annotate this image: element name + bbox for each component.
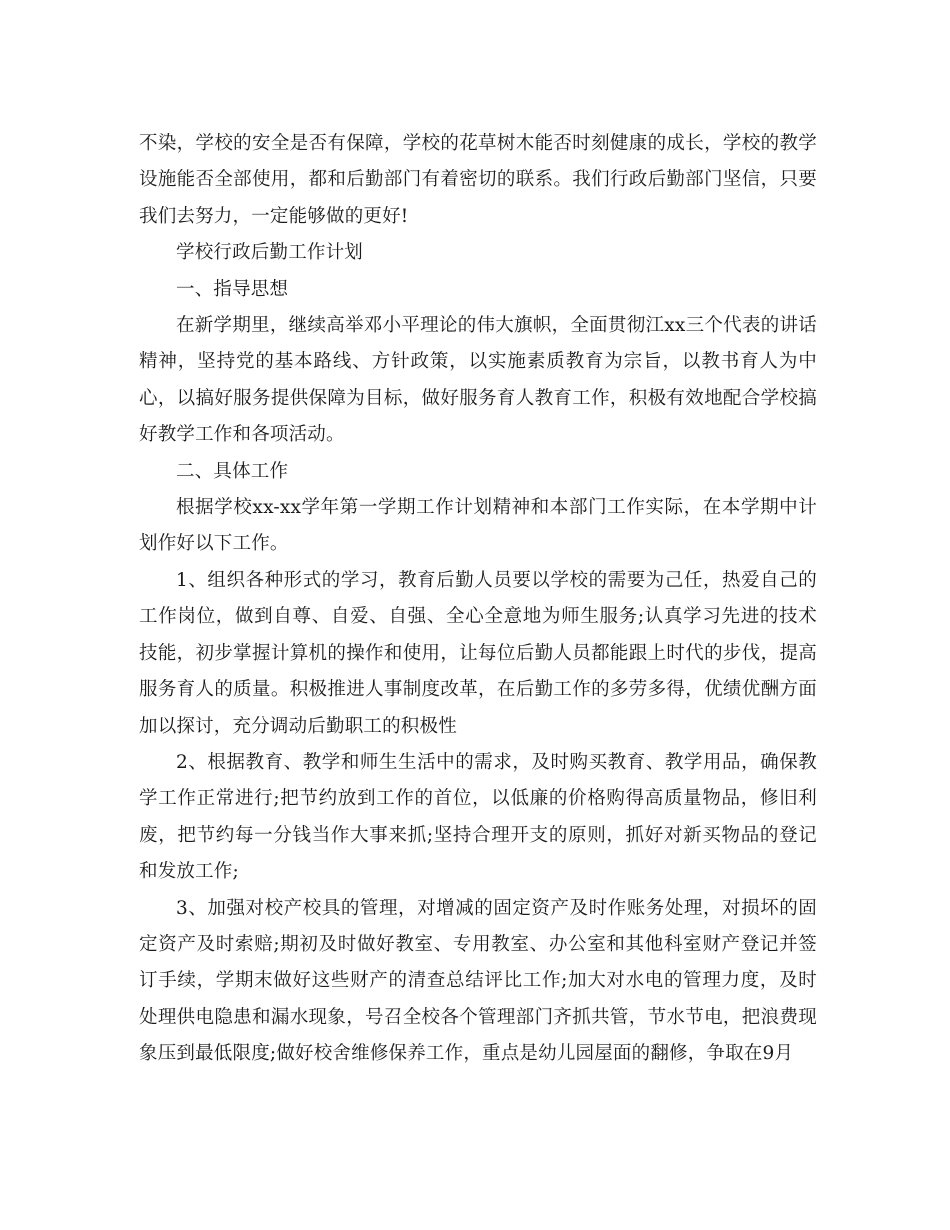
paragraph-continuation: 不染，学校的安全是否有保障，学校的花草树木能否时刻健康的成长，学校的教学设施能否全部使用，都和后勤部门有着密切的联系。我们行政后勤部门坚信，只要我们去努力，一定能够做的更好!	[139, 133, 817, 227]
section-heading-specific-work: 二、具体工作	[176, 460, 289, 482]
paragraph-guiding-thought: 在新学期里，继续高举邓小平理论的伟大旗帜，全面贯彻江xx三个代表的讲话精神，坚持党的基本路线、方针政策，以实施素质教育为宗旨，以教书育人为中心，以搞好服务提供保障为目标，做好服务育人教育工作，积极有效地配合学校搞好教学工作和各项活动。	[139, 315, 817, 446]
paragraph-item-2: 2、根据教育、教学和师生生活中的需求，及时购买教育、教学用品，确保教学工作正常进行;把节约放到工作的首位，以低廉的价格购得高质量物品，修旧利废，把节约每一分钱当作大事来抓;坚持合理开支的原则，抓好对新买物品的登记和发放工作;	[139, 751, 817, 883]
document-body	[139, 126, 817, 1073]
paragraph-item-1: 1、组织各种形式的学习，教育后勤人员要以学校的需要为己任，热爱自己的工作岗位，做到自尊、自爱、自强、全心全意地为师生服务;认真学习先进的技术技能，初步掌握计算机的操作和使用，让每位后勤人员都能跟上时代的步伐，提高服务育人的质量。积极推进人事制度改革，在后勤工作的多劳多得，优绩优酬方面加以探讨，充分调动后勤职工的积极性	[139, 569, 817, 737]
paragraph-work-intro: 根据学校xx-xx学年第一学期工作计划精神和本部门工作实际，在本学期中计划作好以下工作。	[139, 497, 817, 555]
document-title: 学校行政后勤工作计划	[176, 242, 364, 264]
paragraph-item-3: 3、加强对校产校具的管理，对增减的固定资产及时作账务处理，对损坏的固定资产及时索赔;期初及时做好教室、专用教室、办公室和其他科室财产登记并签订手续，学期末做好这些财产的清查总结评比工作;加大对水电的管理力度，及时处理供电隐患和漏水现象，号召全校各个管理部门齐抓共管，节水节电，把浪费现象压到最低限度;做好校舍维修保养工作，重点是幼儿园屋面的翻修，争取在9月	[139, 897, 817, 1065]
section-heading-guiding-thought: 一、指导思想	[176, 278, 289, 300]
